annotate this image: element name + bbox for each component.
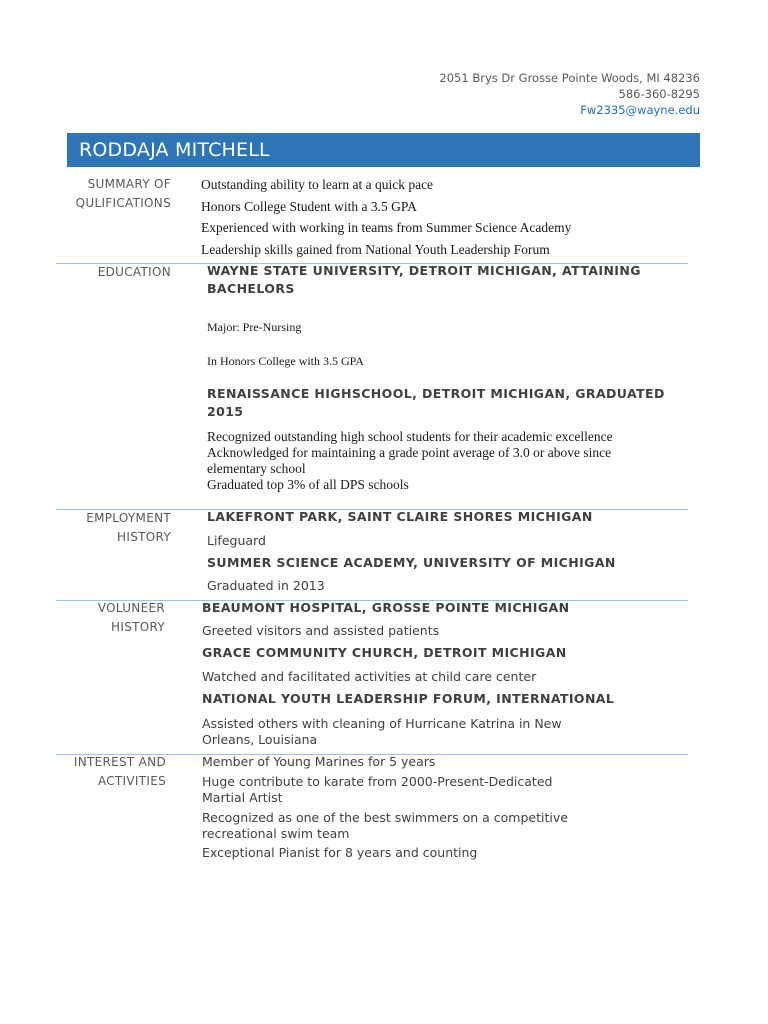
- heading-line: WAYNE STATE UNIVERSITY, DETROIT MICHIGAN, ATTAINING: [207, 263, 641, 278]
- interest-item: Exceptional Pianist for 8 years and counting: [202, 845, 478, 860]
- volunteer1-heading: BEAUMONT HOSPITAL, GROSSE POINTE MICHIGAN: [202, 600, 570, 615]
- detail-line: elementary school: [207, 461, 306, 476]
- interest-line: recreational swim team: [202, 826, 350, 841]
- name-banner: [67, 133, 700, 167]
- job1-heading: LAKEFRONT PARK, SAINT CLAIRE SHORES MICHIGAN: [207, 509, 593, 524]
- volunteer-label-line2: HISTORY: [111, 620, 165, 634]
- resume-name: RODDAJA MITCHELL: [79, 139, 270, 161]
- summary-label-line2: QULIFICATIONS: [75, 196, 171, 210]
- interests-label: [51, 753, 166, 791]
- detail-line: Acknowledged for maintaining a grade point average of 3.0 or above since: [207, 445, 612, 460]
- summary-label: [56, 175, 171, 213]
- education-honors: In Honors College with 3.5 GPA: [207, 354, 364, 368]
- volunteer-label: [50, 599, 165, 637]
- detail-line: Graduated top 3% of all DPS schools: [207, 477, 409, 492]
- contact-address: 2051 Brys Dr Grosse Pointe Woods, MI 48236: [439, 71, 700, 85]
- heading-line: RENAISSANCE HIGHSCHOOL, DETROIT MICHIGAN, GRADUATED: [207, 386, 665, 401]
- education-school1-heading: [207, 262, 641, 298]
- summary-item: Outstanding ability to learn at a quick pace: [201, 177, 434, 192]
- interest-item: [202, 810, 568, 842]
- detail-line: Recognized outstanding high school students for their academic excellence: [207, 429, 613, 444]
- interest-line: Martial Artist: [202, 790, 283, 805]
- volunteer3-description: [202, 716, 562, 748]
- volunteer-label-line1: VOLUNEER: [97, 601, 165, 615]
- volunteer3-heading: NATIONAL YOUTH LEADERSHIP FORUM, INTERNATIONAL: [202, 691, 615, 706]
- interest-item: [202, 774, 552, 806]
- education-school2-heading: [207, 385, 665, 421]
- volunteer1-description: Greeted visitors and assisted patients: [202, 623, 440, 638]
- description-line: Assisted others with cleaning of Hurricane Katrina in New: [202, 716, 562, 731]
- education-school2-details: [207, 429, 613, 493]
- interests-label-line1: INTEREST AND: [73, 755, 166, 769]
- employment-label-line1: EMPLOYMENT: [86, 511, 171, 525]
- interests-label-line2: ACTIVITIES: [97, 774, 166, 788]
- summary-item: Leadership skills gained from National Youth Leadership Forum: [201, 242, 550, 257]
- employment-label: [56, 509, 171, 547]
- contact-block: [439, 70, 700, 118]
- contact-phone: 586-360-8295: [618, 87, 700, 101]
- description-line: Orleans, Louisiana: [202, 732, 318, 747]
- summary-label-line1: SUMMARY OF: [87, 177, 171, 191]
- contact-email[interactable]: Fw2335@wayne.edu: [580, 103, 700, 117]
- heading-line: 2015: [207, 404, 244, 419]
- education-label: EDUCATION: [97, 265, 171, 279]
- summary-item: Honors College Student with a 3.5 GPA: [201, 199, 417, 214]
- summary-item: Experienced with working in teams from Summer Science Academy: [201, 220, 572, 235]
- employment-label-line2: HISTORY: [117, 530, 171, 544]
- heading-line: BACHELORS: [207, 281, 295, 296]
- volunteer2-description: Watched and facilitated activities at child care center: [202, 669, 537, 684]
- interest-line: Huge contribute to karate from 2000-Present-Dedicated: [202, 774, 553, 789]
- interest-line: Recognized as one of the best swimmers on a competitive: [202, 810, 568, 825]
- volunteer2-heading: GRACE COMMUNITY CHURCH, DETROIT MICHIGAN: [202, 645, 567, 660]
- job2-description: Graduated in 2013: [207, 578, 325, 593]
- job1-description: Lifeguard: [207, 533, 266, 548]
- job2-heading: SUMMER SCIENCE ACADEMY, UNIVERSITY OF MICHIGAN: [207, 555, 616, 570]
- education-major: Major: Pre-Nursing: [207, 320, 302, 334]
- interest-item: Member of Young Marines for 5 years: [202, 754, 436, 769]
